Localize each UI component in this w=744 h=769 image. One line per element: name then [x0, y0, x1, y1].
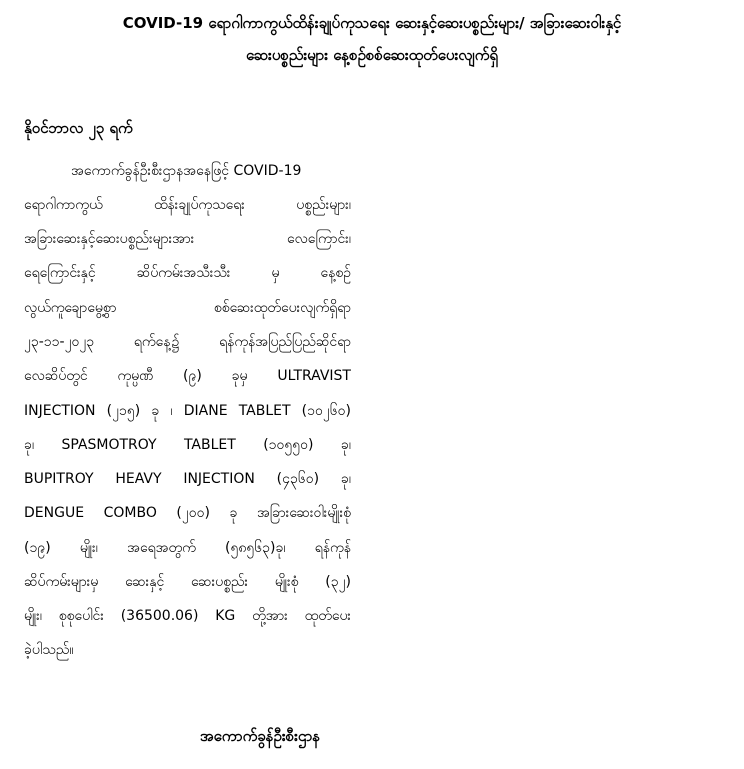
- title-line-1: COVID-19 ရောဂါကာကွယ်ထိန်းချုပ်ကုသရေး ဆေးနှင့်ဆေးပစ္စည်းများ/ အခြားဆေးဝါးနှင့်: [122, 14, 622, 32]
- body-line: မျိုး၊ စုစုပေါင်း (36500.06) KG တို့အား ထုတ်ပေး: [24, 608, 351, 624]
- body-line: ခု၊ SPASMOTROY TABLET (၁၀၅၅၀) ခု၊: [24, 437, 351, 453]
- body-line: လွယ်ကူချောမွေ့စွာ စစ်ဆေးထုတ်ပေးလျက်ရှိရာ: [24, 300, 351, 316]
- signature-department: အကောက်ခွန်ဦးစီးဌာန: [199, 727, 321, 745]
- body-line: အခြားဆေးနှင့်ဆေးပစ္စည်းများအား လေကြောင်း၊: [24, 231, 351, 247]
- body-line: လေဆိပ်တွင် ကုမ္ပဏီ (၉) ခုမှ ULTRAVIST: [24, 368, 351, 384]
- date-line: နိုဝင်ဘာလ ၂၃ ရက်: [24, 119, 133, 137]
- body-line: BUPITROY HEAVY INJECTION (၄၃၆၀) ခု၊: [24, 471, 351, 487]
- body-line: အကောက်ခွန်ဦးစီးဌာနအနေဖြင့် COVID-19: [71, 163, 302, 179]
- body-line: INJECTION (၂၁၅) ခု ၊ DIANE TABLET (၁၀၂၆၀): [24, 403, 351, 419]
- body-line: ခဲ့ပါသည်။: [24, 642, 74, 658]
- body-line: ရေကြောင်းနှင့် ဆိပ်ကမ်းအသီးသီး မှ နေ့စဉ်: [24, 265, 351, 281]
- body-line: (၁၉) မျိုး၊ အရေအတွက် (၅၈၅၆၃)ခု၊ ရန်ကုန်: [24, 540, 351, 556]
- body-line: ၂၃-၁၁-၂၀၂၃ ရက်နေ့၌ ရန်ကုန်အပြည်ပြည်ဆိုင်ရာ: [24, 334, 351, 350]
- body-line: DENGUE COMBO (၂၀၀) ခု အခြားဆေးဝါးမျိုးစုံ: [24, 505, 351, 521]
- body-line: ရောဂါကာကွယ် ထိန်းချုပ်ကုသရေး ပစ္စည်းများ၊: [24, 197, 351, 213]
- body-line: ဆိပ်ကမ်းများမှ ဆေးနှင့် ဆေးပစ္စည်း မျိုးစုံ (၃၂): [24, 574, 351, 590]
- title-line-2: ဆေးပစ္စည်းများ နေ့စဉ်စစ်ဆေးထုတ်ပေးလျက်ရှိ: [245, 46, 499, 64]
